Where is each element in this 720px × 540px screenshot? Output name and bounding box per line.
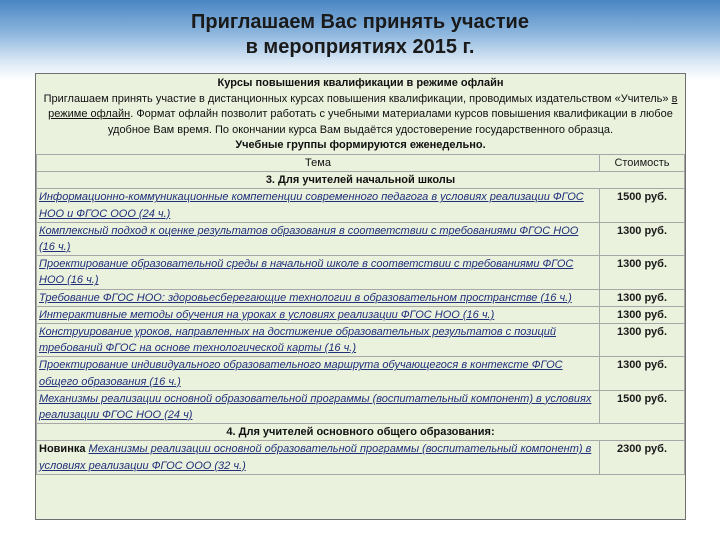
course-cell xyxy=(37,256,600,289)
section3-title: 3. Для учителей начальной школы xyxy=(37,172,685,189)
price-cell: 1300 руб. xyxy=(600,324,685,357)
page-title-line1: Приглашаем Вас принять участие xyxy=(191,11,529,33)
intro-text xyxy=(38,92,683,139)
course-document xyxy=(35,73,686,520)
section4-title: 4. Для учителей основного общего образования: xyxy=(37,424,685,441)
column-header-price: Стоимость xyxy=(600,154,685,171)
table-row xyxy=(37,256,685,289)
intro-text-part1: Приглашаем принять участие в дистанционных курсах повышения квалификации, проводимых издательством «Учитель» xyxy=(43,92,672,105)
course-cell xyxy=(37,441,600,474)
course-link[interactable]: Проектирование индивидуального образовательного маршрута обучающегося в контексте ФГОС общего образования (16 ч.) xyxy=(39,359,563,388)
table-row xyxy=(37,189,685,222)
page-title xyxy=(0,10,720,60)
course-link[interactable]: Проектирование образовательной среды в начальной школе в соответствии с требованиями ФГОС НОО (16 ч.) xyxy=(39,258,574,287)
intro-text-part2: . Формат офлайн позволит работать с учебными материалами курсов повышения квалификации в любое удобное Вам время. По окончании курса Вам выдаётся удостоверение государственного образца. xyxy=(107,108,673,136)
price-cell: 1500 руб. xyxy=(600,189,685,222)
table-row xyxy=(37,357,685,390)
page-title-line2: в мероприятиях 2015 г. xyxy=(245,36,475,58)
price-cell: 2300 руб. xyxy=(600,441,685,474)
course-table xyxy=(36,154,685,475)
price-cell: 1300 руб. xyxy=(600,306,685,323)
course-cell xyxy=(37,357,600,390)
course-cell xyxy=(37,306,600,323)
price-cell: 1500 руб. xyxy=(600,390,685,423)
section-row xyxy=(37,172,685,189)
intro-block xyxy=(36,74,685,154)
table-row xyxy=(37,390,685,423)
intro-offline-link[interactable]: в режиме офлайн xyxy=(48,92,678,121)
course-cell xyxy=(37,390,600,423)
course-cell xyxy=(37,324,600,357)
table-row xyxy=(37,441,685,474)
course-link[interactable]: Информационно-коммуникационные компетенции современного педагога в условиях реализации ФГОС НОО и ФГОС ООО (24 ч.) xyxy=(39,191,584,220)
course-link[interactable]: Интерактивные методы обучения на уроках в условиях реализации ФГОС НОО (16 ч.) xyxy=(39,308,495,321)
groups-note: Учебные группы формируются еженедельно. xyxy=(235,139,486,152)
column-header-topic: Тема xyxy=(37,154,600,171)
table-row xyxy=(37,289,685,306)
course-link[interactable]: Конструирование уроков, направленных на достижение образовательных результатов с позиций требований ФГОС на основе технологической карты (16 ч.) xyxy=(39,326,557,355)
price-cell: 1300 руб. xyxy=(600,289,685,306)
course-link[interactable]: Механизмы реализации основной образовательной программы (воспитательный компонент) в условиях реализации ФГОС ООО (32 ч.) xyxy=(39,443,592,472)
section-row xyxy=(37,424,685,441)
course-link[interactable]: Механизмы реализации основной образовательной программы (воспитательный компонент) в условиях реализации ФГОС НОО (24 ч) xyxy=(39,392,592,422)
table-row xyxy=(37,306,685,323)
course-link[interactable]: Комплексный подход к оценке результатов образования в соответствии с требованиями ФГОС НОО (16 ч.) xyxy=(39,224,579,253)
price-cell: 1300 руб. xyxy=(600,222,685,255)
course-link[interactable]: Требование ФГОС НОО: здоровьесберегающие технологии в образовательном пространстве (16 ч.) xyxy=(39,291,572,304)
course-cell xyxy=(37,189,600,222)
course-cell xyxy=(37,222,600,255)
table-header-row xyxy=(37,154,685,171)
price-cell: 1300 руб. xyxy=(600,256,685,289)
new-badge: Новинка xyxy=(39,443,86,456)
course-cell xyxy=(37,289,600,306)
table-row xyxy=(37,324,685,357)
price-cell: 1300 руб. xyxy=(600,357,685,390)
table-row xyxy=(37,222,685,255)
intro-heading: Курсы повышения квалификации в режиме офлайн xyxy=(217,77,504,89)
